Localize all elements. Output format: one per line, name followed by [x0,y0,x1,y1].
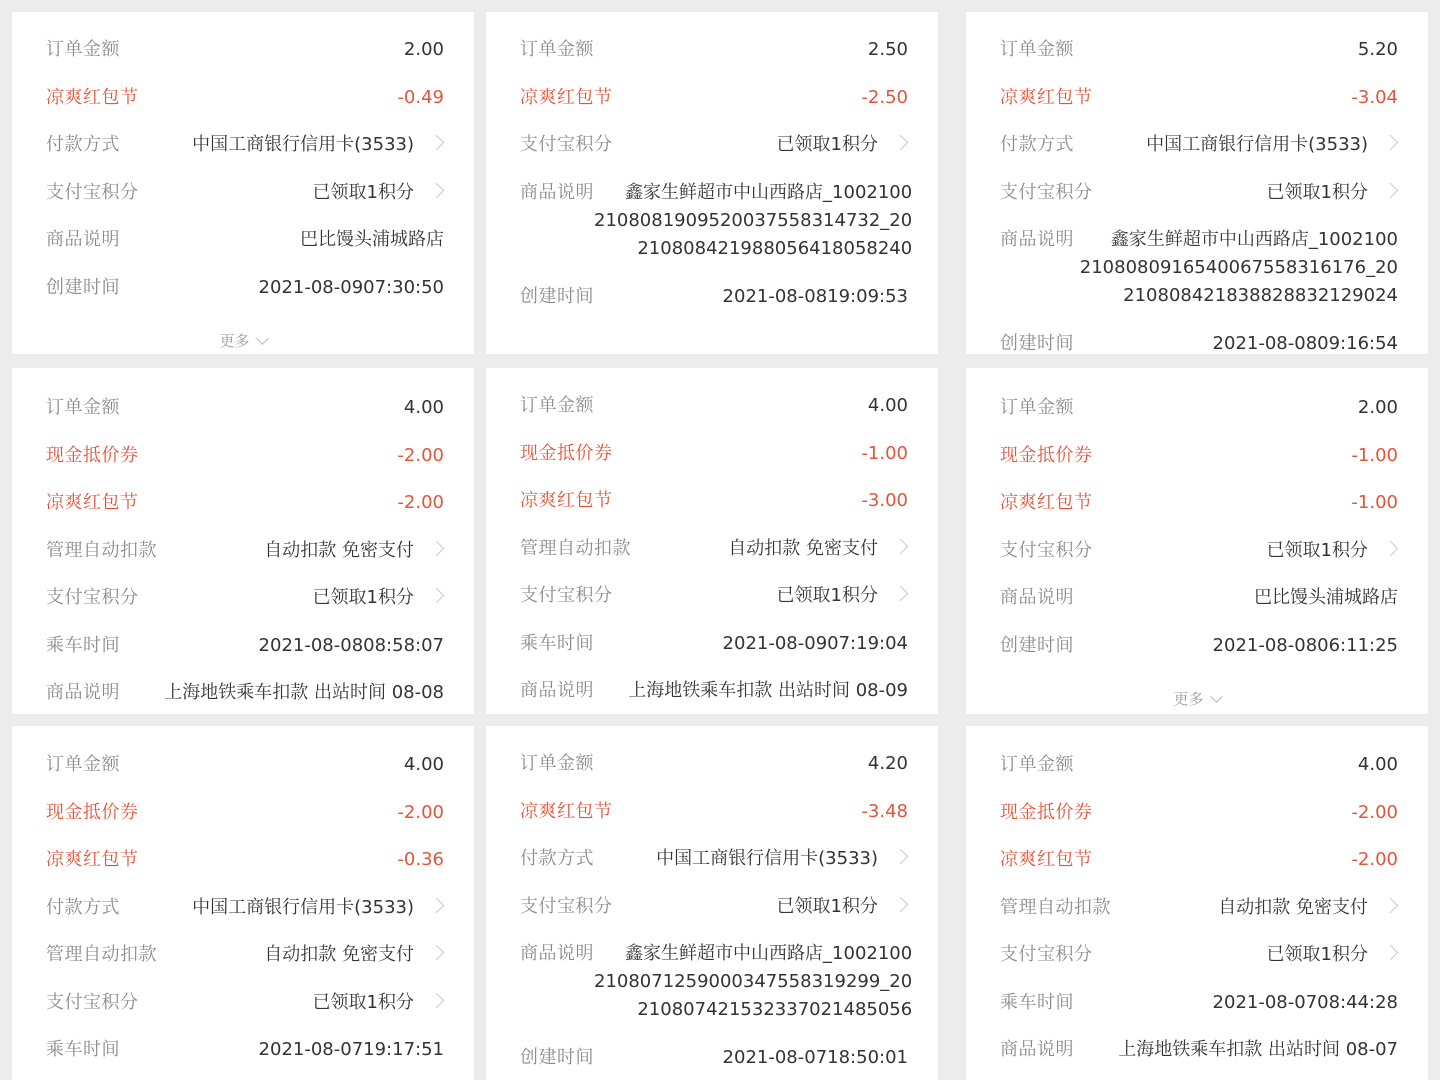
detail-row[interactable] [46,537,444,585]
more-label[interactable]: 更多 [1173,690,1204,708]
detail-row[interactable] [1000,131,1398,179]
detail-row [46,226,444,274]
row-value[interactable]: 自动扣款 免密支付 [728,537,878,559]
detail-row [520,440,908,488]
row-value: 4.20 [867,753,908,774]
detail-row [520,940,913,1020]
chevron-down-icon[interactable] [256,332,269,345]
row-label: 现金抵价券 [46,801,139,823]
detail-row [46,442,444,490]
detail-row [520,677,908,714]
row-value[interactable]: 已领取1积分 [776,585,878,606]
row-value: 鑫家生鲜超市中山西路店_1002100 2108081909520037558314732_20 210808421988056418058240 [594,181,913,259]
detail-row [46,274,444,322]
order-detail-panel [486,12,938,354]
row-value[interactable]: 已领取1积分 [312,587,414,608]
row-value: 2021-08-0819:09:53 [722,285,908,307]
row-label: 乘车时间 [46,634,120,656]
detail-row [1000,632,1398,680]
row-value: 4.00 [867,395,908,416]
detail-row[interactable] [520,893,908,941]
detail-row[interactable] [520,582,908,630]
row-value[interactable]: 已领取1积分 [312,181,414,203]
row-value: 2021-08-0907:30:50 [258,276,444,298]
order-detail-panel [966,368,1428,714]
row-value: 巴比馒头浦城路店 [300,229,444,250]
detail-row [1000,84,1398,132]
row-label: 订单金额 [1000,397,1074,418]
row-label: 凉爽红包节 [1000,86,1093,108]
row-label: 商品说明 [520,680,594,701]
detail-row [1000,330,1398,354]
detail-row [46,846,444,894]
detail-row [46,679,444,714]
row-label: 凉爽红包节 [46,849,139,870]
detail-row [1000,36,1398,84]
detail-row [520,283,908,331]
row-label: 订单金额 [46,39,120,60]
detail-row [1000,751,1398,799]
row-label: 付款方式 [1000,134,1074,155]
row-label: 管理自动扣款 [46,944,157,965]
detail-row [1000,442,1398,490]
row-label: 商品说明 [1000,229,1074,250]
order-detail-panel [966,12,1428,354]
detail-row[interactable] [46,989,444,1037]
detail-row[interactable] [1000,894,1398,942]
row-value: 2021-08-0907:19:04 [722,632,908,654]
row-value: 上海地铁乘车扣款 出站时间 08-08 [164,682,444,703]
row-label: 订单金额 [1000,754,1074,775]
detail-row[interactable] [46,131,444,179]
row-label: 凉爽红包节 [520,86,613,108]
chevron-down-icon[interactable] [1210,690,1223,703]
row-label: 支付宝积分 [46,181,139,203]
row-label: 凉爽红包节 [46,492,139,513]
detail-row [1000,989,1398,1037]
detail-row [520,750,908,798]
order-detail-panel [12,726,474,1080]
detail-row [46,632,444,680]
row-label: 凉爽红包节 [520,800,613,822]
row-label: 乘车时间 [46,1039,120,1060]
row-label: 订单金额 [520,39,594,60]
more-toggle[interactable] [966,688,1428,709]
detail-row[interactable] [46,894,444,942]
row-value: -1.00 [1351,444,1398,466]
row-value: 2.00 [1357,397,1398,418]
row-label: 创建时间 [1000,333,1074,354]
row-label: 付款方式 [46,134,120,155]
detail-row [46,751,444,799]
row-value: -1.00 [861,442,908,464]
detail-row [1000,226,1398,306]
row-label: 商品说明 [1000,1039,1074,1060]
row-label: 付款方式 [520,848,594,869]
row-value: 2.00 [403,39,444,60]
row-label: 创建时间 [520,1047,594,1068]
row-label: 现金抵价券 [1000,801,1093,823]
row-label: 创建时间 [520,285,594,307]
row-label: 乘车时间 [1000,991,1074,1013]
row-value[interactable]: 自动扣款 免密支付 [264,539,414,561]
row-label: 商品说明 [520,943,594,964]
row-value: 2021-08-0809:16:54 [1212,333,1398,354]
row-value[interactable]: 中国工商银行信用卡(3533) [1146,134,1368,155]
detail-row[interactable] [1000,179,1398,227]
row-label: 商品说明 [46,682,120,703]
row-label: 管理自动扣款 [46,539,157,561]
row-value[interactable]: 已领取1积分 [1266,944,1368,965]
row-value: 上海地铁乘车扣款 出站时间 08-09 [628,680,908,701]
detail-row[interactable] [520,535,908,583]
row-value: -3.00 [861,490,908,511]
row-value: 2.50 [867,39,908,60]
detail-row [520,36,908,84]
detail-row [46,84,444,132]
row-value: 4.00 [403,754,444,775]
row-value: -2.00 [1351,849,1398,870]
row-label: 订单金额 [46,397,120,418]
detail-row [520,798,908,846]
row-value: -0.49 [397,86,444,108]
row-label: 订单金额 [46,754,120,775]
detail-row [1000,799,1398,847]
row-label: 商品说明 [520,181,594,203]
row-label: 支付宝积分 [46,587,139,608]
detail-row [1000,489,1398,537]
row-value: 4.00 [403,397,444,418]
detail-row [520,630,908,678]
row-value: 上海地铁乘车扣款 出站时间 08-07 [1118,1039,1398,1060]
detail-row [46,799,444,847]
detail-row [520,392,908,440]
row-value: -1.00 [1351,492,1398,513]
detail-row [1000,394,1398,442]
row-value[interactable]: 已领取1积分 [1266,539,1368,561]
more-toggle[interactable] [12,330,474,351]
row-label: 支付宝积分 [46,991,139,1013]
detail-row[interactable] [46,179,444,227]
row-label: 凉爽红包节 [1000,849,1093,870]
row-value[interactable]: 自动扣款 免密支付 [264,944,414,965]
detail-row [1000,584,1398,632]
row-label: 支付宝积分 [520,895,613,917]
order-detail-panel [966,726,1428,1080]
row-label: 凉爽红包节 [520,490,613,511]
detail-row [46,1036,444,1080]
row-label: 订单金额 [1000,39,1074,60]
row-value[interactable]: 中国工商银行信用卡(3533) [656,848,878,869]
more-label[interactable]: 更多 [219,332,250,350]
detail-row[interactable] [46,584,444,632]
row-value[interactable]: 中国工商银行信用卡(3533) [192,896,414,918]
row-label: 创建时间 [1000,634,1074,656]
row-value: 5.20 [1357,39,1398,60]
row-label: 管理自动扣款 [520,537,631,559]
order-detail-panel [12,12,474,354]
row-value: -2.00 [397,801,444,823]
detail-row [520,487,908,535]
detail-row [520,1044,908,1080]
row-value[interactable]: 中国工商银行信用卡(3533) [192,134,414,155]
row-value[interactable]: 自动扣款 免密支付 [1218,896,1368,918]
row-label: 支付宝积分 [1000,181,1093,203]
row-value: 2021-08-0808:58:07 [258,634,444,656]
row-label: 支付宝积分 [1000,944,1093,965]
row-value[interactable]: 已领取1积分 [776,895,878,917]
row-label: 订单金额 [520,753,594,774]
order-detail-panel [12,368,474,714]
row-value: 2021-08-0719:17:51 [258,1039,444,1060]
row-value: 鑫家生鲜超市中山西路店_1002100 2108071259000347558319299_20 210807421532337021485056 [594,943,913,1020]
detail-row [46,489,444,537]
row-label: 订单金额 [520,395,594,416]
detail-row[interactable] [520,845,908,893]
row-value: -2.50 [861,86,908,108]
row-label: 支付宝积分 [520,585,613,606]
row-label: 凉爽红包节 [46,86,139,108]
row-label: 现金抵价券 [520,442,613,464]
row-value: 鑫家生鲜超市中山西路店_1002100 2108080916540067558316176_20 210808421838828832129024 [1079,229,1398,306]
row-label: 管理自动扣款 [1000,896,1111,918]
row-label: 乘车时间 [520,632,594,654]
row-value: -2.00 [397,492,444,513]
row-value: 4.00 [1357,754,1398,775]
row-value: -2.00 [397,444,444,466]
detail-row [1000,846,1398,894]
detail-row [46,394,444,442]
row-label: 商品说明 [46,229,120,250]
detail-row [1000,1036,1398,1080]
row-value: -2.00 [1351,801,1398,823]
detail-row[interactable] [46,941,444,989]
row-label: 商品说明 [1000,587,1074,608]
row-value: 巴比馒头浦城路店 [1254,587,1398,608]
row-label: 创建时间 [46,276,120,298]
row-value: 2021-08-0806:11:25 [1212,634,1398,656]
row-value[interactable]: 已领取1积分 [776,134,878,155]
detail-row[interactable] [520,131,908,179]
row-label: 支付宝积分 [1000,539,1093,561]
row-label: 凉爽红包节 [1000,492,1093,513]
detail-row [46,36,444,84]
row-value: -0.36 [397,849,444,870]
detail-row[interactable] [1000,941,1398,989]
row-value: 2021-08-0718:50:01 [722,1047,908,1068]
row-value[interactable]: 已领取1积分 [1266,181,1368,203]
row-value[interactable]: 已领取1积分 [312,991,414,1013]
detail-row [520,84,908,132]
detail-row[interactable] [1000,537,1398,585]
row-label: 付款方式 [46,896,120,918]
row-label: 现金抵价券 [46,444,139,466]
order-detail-panel [486,726,938,1080]
row-value: 2021-08-0708:44:28 [1212,991,1398,1013]
order-detail-panel [486,368,938,714]
row-value: -3.48 [861,800,908,822]
row-value: -3.04 [1351,86,1398,108]
row-label: 现金抵价券 [1000,444,1093,466]
row-label: 支付宝积分 [520,134,613,155]
detail-row [520,179,913,259]
